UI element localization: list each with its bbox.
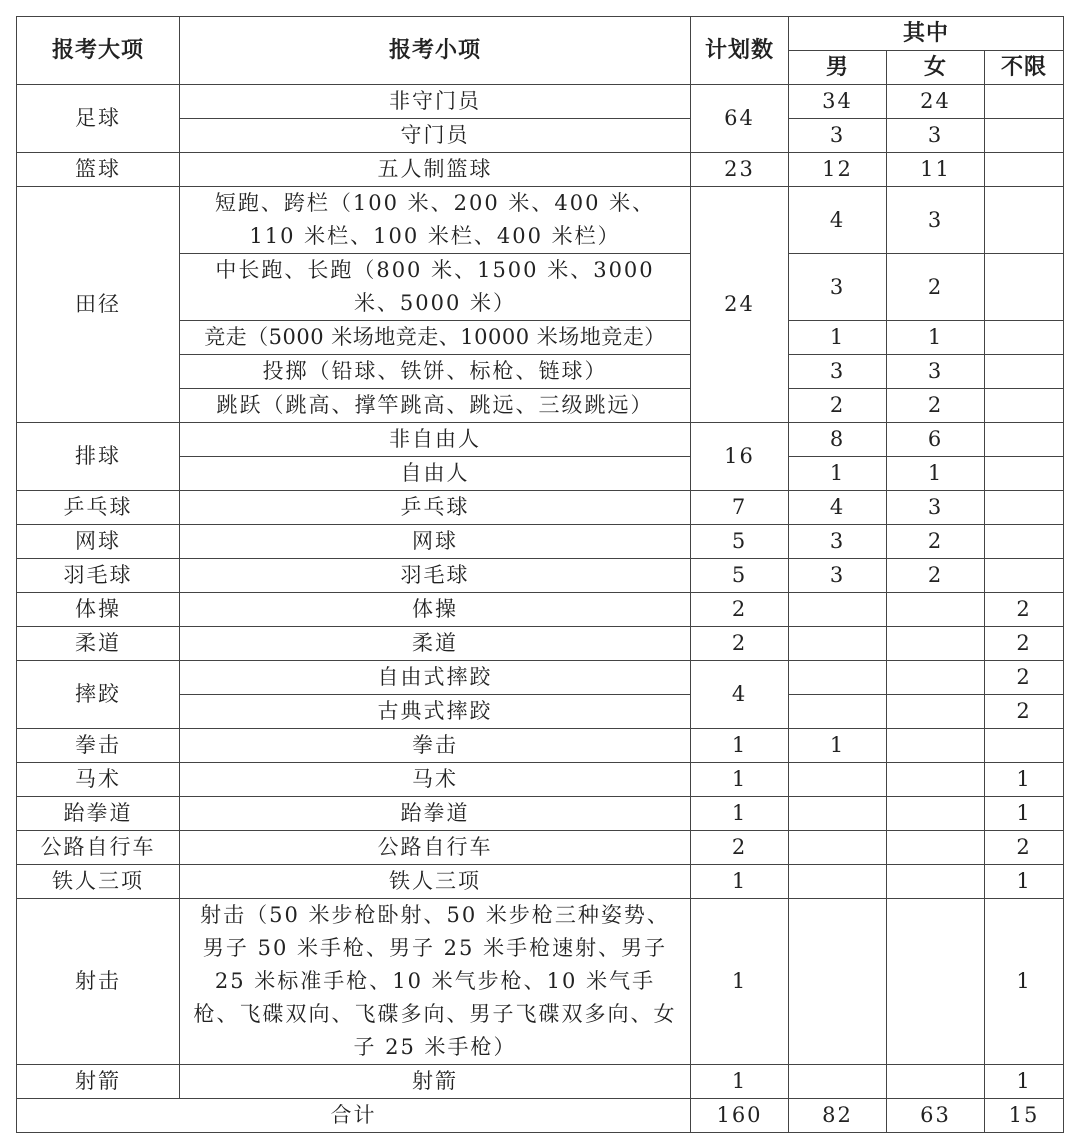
male-cell [789,763,887,797]
female-cell [887,763,985,797]
header-category: 报考大项 [17,17,180,85]
unlimited-cell [985,187,1064,254]
unlimited-cell [985,559,1064,593]
table-row [17,1065,1064,1099]
plan-cell: 5 [691,525,789,559]
female-cell: 2 [887,559,985,593]
unlimited-cell [985,254,1064,321]
unlimited-cell [985,85,1064,119]
female-cell: 1 [887,457,985,491]
header-male: 男 [789,51,887,85]
item-cell: 跳跃（跳高、撑竿跳高、跳远、三级跳远） [180,389,691,423]
female-cell: 2 [887,525,985,559]
table-row [17,593,1064,627]
male-cell: 8 [789,423,887,457]
female-cell [887,695,985,729]
unlimited-cell: 1 [985,865,1064,899]
unlimited-cell: 2 [985,695,1064,729]
plan-cell: 5 [691,559,789,593]
item-cell: 跆拳道 [180,797,691,831]
unlimited-cell [985,525,1064,559]
category-cell: 羽毛球 [17,559,180,593]
category-cell: 跆拳道 [17,797,180,831]
item-cell: 五人制篮球 [180,153,691,187]
plan-cell: 2 [691,627,789,661]
item-cell: 羽毛球 [180,559,691,593]
plan-cell: 1 [691,899,789,1065]
unlimited-cell: 2 [985,593,1064,627]
male-cell: 1 [789,457,887,491]
unlimited-cell [985,423,1064,457]
item-cell: 体操 [180,593,691,627]
item-cell: 射击（50 米步枪卧射、50 米步枪三种姿势、男子 50 米手枪、男子 25 米手枪速射、男子 25 米标准手枪、10 米气步枪、10 米气手枪、飞碟双向、飞碟多向、男子飞碟双多向、女子 25 米手枪） [180,899,691,1065]
item-cell: 投掷（铅球、铁饼、标枪、链球） [180,355,691,389]
unlimited-cell [985,491,1064,525]
female-cell: 24 [887,85,985,119]
male-cell: 3 [789,119,887,153]
header-among: 其中 [789,17,1064,51]
male-cell: 1 [789,321,887,355]
item-cell: 柔道 [180,627,691,661]
item-cell: 拳击 [180,729,691,763]
plan-cell: 16 [691,423,789,491]
category-cell: 篮球 [17,153,180,187]
item-cell: 乒乓球 [180,491,691,525]
table-row [17,559,1064,593]
table-row [17,423,1064,457]
male-cell: 4 [789,491,887,525]
total-male: 82 [789,1099,887,1133]
female-cell: 3 [887,119,985,153]
enrollment-plan-table [16,16,1064,1133]
female-cell: 11 [887,153,985,187]
header-row [17,17,1064,51]
plan-cell: 1 [691,1065,789,1099]
male-cell [789,593,887,627]
header-unlimited: 不限 [985,51,1064,85]
total-label: 合计 [17,1099,691,1133]
male-cell: 34 [789,85,887,119]
female-cell [887,729,985,763]
male-cell: 12 [789,153,887,187]
plan-cell: 1 [691,729,789,763]
header-item: 报考小项 [180,17,691,85]
item-cell: 中长跑、长跑（800 米、1500 米、3000 米、5000 米） [180,254,691,321]
male-cell [789,695,887,729]
table-row [17,729,1064,763]
male-cell [789,865,887,899]
female-cell [887,661,985,695]
category-cell: 柔道 [17,627,180,661]
table-row [17,627,1064,661]
category-cell: 网球 [17,525,180,559]
female-cell [887,865,985,899]
unlimited-cell [985,153,1064,187]
male-cell: 3 [789,525,887,559]
table-row [17,831,1064,865]
category-cell: 射箭 [17,1065,180,1099]
plan-cell: 4 [691,661,789,729]
item-cell: 公路自行车 [180,831,691,865]
item-cell: 马术 [180,763,691,797]
plan-cell: 2 [691,831,789,865]
category-cell: 体操 [17,593,180,627]
header-plan: 计划数 [691,17,789,85]
item-cell: 射箭 [180,1065,691,1099]
unlimited-cell: 2 [985,661,1064,695]
plan-cell: 23 [691,153,789,187]
male-cell: 4 [789,187,887,254]
category-cell: 田径 [17,187,180,423]
unlimited-cell [985,457,1064,491]
unlimited-cell [985,321,1064,355]
item-cell: 守门员 [180,119,691,153]
female-cell: 2 [887,389,985,423]
item-cell: 短跑、跨栏（100 米、200 米、400 米、110 米栏、100 米栏、400 米栏） [180,187,691,254]
unlimited-cell: 1 [985,797,1064,831]
item-cell: 铁人三项 [180,865,691,899]
plan-cell: 1 [691,797,789,831]
plan-cell: 64 [691,85,789,153]
table-row [17,797,1064,831]
total-plan: 160 [691,1099,789,1133]
category-cell: 摔跤 [17,661,180,729]
female-cell: 6 [887,423,985,457]
female-cell: 2 [887,254,985,321]
plan-cell: 24 [691,187,789,423]
category-cell: 足球 [17,85,180,153]
category-cell: 拳击 [17,729,180,763]
male-cell [789,899,887,1065]
unlimited-cell: 2 [985,831,1064,865]
plan-cell: 1 [691,865,789,899]
male-cell: 3 [789,559,887,593]
female-cell [887,831,985,865]
total-unlimited: 15 [985,1099,1064,1133]
female-cell [887,1065,985,1099]
table-row [17,525,1064,559]
table-row [17,85,1064,119]
category-cell: 铁人三项 [17,865,180,899]
plan-cell: 2 [691,593,789,627]
plan-cell: 7 [691,491,789,525]
header-female: 女 [887,51,985,85]
male-cell: 3 [789,254,887,321]
table-row [17,661,1064,695]
male-cell [789,1065,887,1099]
male-cell: 1 [789,729,887,763]
item-cell: 非守门员 [180,85,691,119]
item-cell: 非自由人 [180,423,691,457]
female-cell: 1 [887,321,985,355]
total-row [17,1099,1064,1133]
plan-cell: 1 [691,763,789,797]
unlimited-cell [985,729,1064,763]
table-row [17,187,1064,254]
total-female: 63 [887,1099,985,1133]
item-cell: 自由人 [180,457,691,491]
category-cell: 排球 [17,423,180,491]
table-row [17,865,1064,899]
male-cell [789,797,887,831]
table-row [17,763,1064,797]
item-cell: 网球 [180,525,691,559]
item-cell: 古典式摔跤 [180,695,691,729]
female-cell [887,797,985,831]
male-cell [789,831,887,865]
female-cell: 3 [887,355,985,389]
unlimited-cell [985,355,1064,389]
category-cell: 乒乓球 [17,491,180,525]
male-cell: 2 [789,389,887,423]
category-cell: 射击 [17,899,180,1065]
female-cell: 3 [887,491,985,525]
unlimited-cell: 2 [985,627,1064,661]
unlimited-cell: 1 [985,1065,1064,1099]
female-cell [887,899,985,1065]
female-cell [887,627,985,661]
unlimited-cell: 1 [985,763,1064,797]
item-cell: 竞走（5000 米场地竞走、10000 米场地竞走） [180,321,691,355]
table-row [17,491,1064,525]
female-cell [887,593,985,627]
unlimited-cell [985,119,1064,153]
male-cell: 3 [789,355,887,389]
table-row [17,153,1064,187]
unlimited-cell: 1 [985,899,1064,1065]
category-cell: 马术 [17,763,180,797]
female-cell: 3 [887,187,985,254]
unlimited-cell [985,389,1064,423]
male-cell [789,627,887,661]
item-cell: 自由式摔跤 [180,661,691,695]
category-cell: 公路自行车 [17,831,180,865]
table-row [17,899,1064,1065]
male-cell [789,661,887,695]
